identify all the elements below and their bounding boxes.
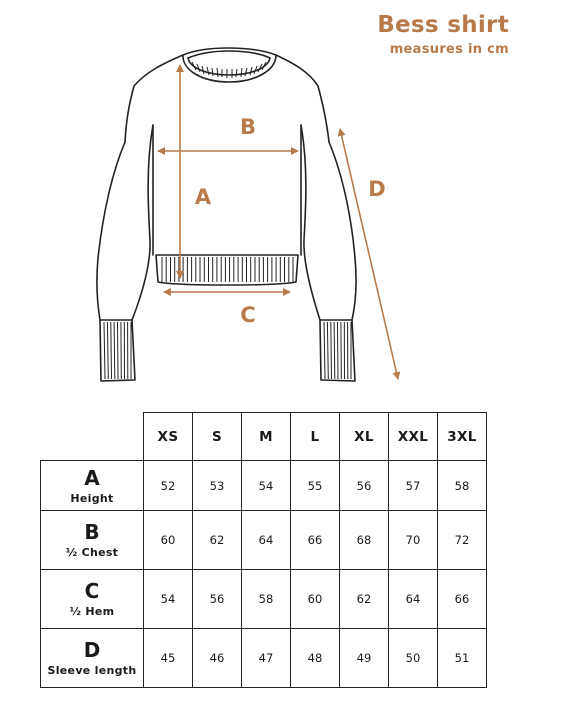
measurement-letter: D	[83, 638, 101, 662]
sweater-outline	[97, 48, 356, 381]
table-cell: 58	[242, 570, 291, 629]
size-header: XXL	[389, 413, 438, 461]
table-cell: 47	[242, 629, 291, 688]
size-header: L	[291, 413, 340, 461]
page-title: Bess shirt	[377, 12, 509, 38]
table-cell: 70	[389, 511, 438, 570]
measurement-label	[41, 511, 144, 570]
measurement-name: Height	[70, 491, 114, 505]
size-table	[40, 412, 487, 688]
rib-line	[338, 322, 339, 379]
label-a: A	[194, 185, 212, 209]
table-cell: 48	[291, 629, 340, 688]
table-cell: 68	[340, 511, 389, 570]
table-cell: 54	[242, 461, 291, 511]
rib-line	[324, 322, 325, 379]
measurement-letter: A	[84, 465, 100, 490]
table-cell: 54	[144, 570, 193, 629]
rib-line	[111, 322, 112, 379]
table-row	[41, 461, 487, 511]
label-d: D	[368, 177, 386, 201]
table-cell: 58	[438, 461, 487, 511]
table-cell: 66	[438, 570, 487, 629]
waistband-ribbing	[162, 257, 293, 282]
rib-line	[107, 322, 108, 379]
measurement-name: ½ Chest	[65, 546, 119, 559]
table-cell: 57	[389, 461, 438, 511]
measurement-label	[41, 461, 144, 511]
page-subtitle: measures in cm	[389, 42, 509, 57]
size-header: XL	[340, 413, 389, 461]
left-cuff-ribbing	[104, 322, 131, 379]
table-cell: 60	[291, 570, 340, 629]
table-corner	[41, 413, 144, 461]
table-cell: 52	[144, 461, 193, 511]
rib-line	[334, 322, 335, 379]
size-header: S	[193, 413, 242, 461]
table-cell: 50	[389, 629, 438, 688]
table-cell: 49	[340, 629, 389, 688]
table-cell: 53	[193, 461, 242, 511]
measurement-letter: C	[84, 579, 100, 603]
measurement-label	[41, 629, 144, 688]
label-c: C	[240, 303, 256, 327]
table-cell: 62	[340, 570, 389, 629]
table-cell: 62	[193, 511, 242, 570]
table-cell: 46	[193, 629, 242, 688]
size-header: 3XL	[438, 413, 487, 461]
size-header-row	[41, 413, 487, 461]
table-row	[41, 570, 487, 629]
size-header: XS	[144, 413, 193, 461]
arrow-d	[340, 129, 398, 379]
rib-line	[104, 322, 105, 379]
table-cell: 56	[340, 461, 389, 511]
table-cell: 60	[144, 511, 193, 570]
table-cell: 45	[144, 629, 193, 688]
rib-line	[331, 322, 332, 379]
size-header: M	[242, 413, 291, 461]
table-cell: 55	[291, 461, 340, 511]
measurement-name: ½ Hem	[69, 605, 115, 618]
rib-line	[118, 322, 119, 379]
table-cell: 56	[193, 570, 242, 629]
table-cell: 66	[291, 511, 340, 570]
table-row	[41, 511, 487, 570]
table-cell: 64	[242, 511, 291, 570]
label-b: B	[239, 115, 257, 139]
table-cell: 64	[389, 570, 438, 629]
rib-line	[327, 322, 328, 379]
rib-line	[114, 322, 115, 379]
right-cuff-ribbing	[324, 322, 351, 379]
measurement-label	[41, 570, 144, 629]
table-cell: 72	[438, 511, 487, 570]
table-cell: 51	[438, 629, 487, 688]
measurement-name: Sleeve length	[47, 664, 137, 677]
measurement-letter: B	[84, 520, 100, 544]
table-row	[41, 629, 487, 688]
measurement-arrows	[158, 65, 398, 379]
